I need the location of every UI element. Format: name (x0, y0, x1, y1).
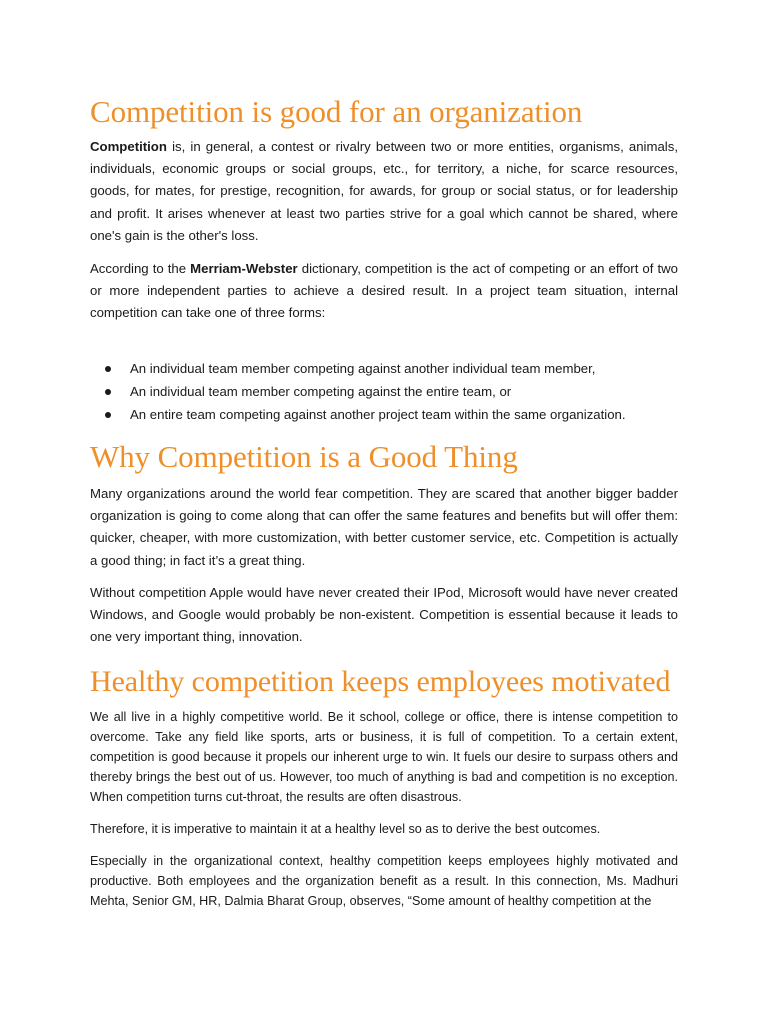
paragraph-organizational-context: Especially in the organizational context, healthy competition keeps employees highly motivated and productive. Both employees and the organization benefit as a result. In this connection, Ms. Madhuri Mehta, Senior GM, HR, Dalmia Bharat Group, observes, “Some amount of healthy competition at the (90, 854, 678, 908)
list-item-text: An entire team competing against another project team within the same organization. (130, 407, 626, 423)
merriam-prefix: According to the (90, 261, 191, 276)
bullet-icon (105, 366, 111, 372)
list-item (90, 380, 678, 403)
paragraph-definition (90, 136, 678, 247)
list-item-text: An individual team member competing against another individual team member, (130, 361, 596, 376)
bullet-icon (105, 389, 111, 395)
list-item (90, 357, 678, 380)
definition-text: is, in general, a contest or rivalry between two or more entities, organisms, animals, individuals, economic groups or social groups, etc., for territory, a niche, for scarce resources, goods, for mates, for prestige, recognition, for awards, for group or social status, or for leadership and profit. It arises whenever at least two parties strive for a goal which cannot be shared, where one's gain is the other's loss. (90, 139, 678, 243)
heading-why-competition: Why Competition is a Good Thing (90, 439, 518, 474)
paragraph-merriam-webster (90, 258, 678, 325)
competition-forms-list (90, 357, 678, 427)
merriam-text: dictionary, competition is the act of competing or an effort of two or more independent parties to achieve a desired result. In a project team situation, internal competition can take one of three forms: (90, 261, 679, 321)
heading-competition-good: Competition is good for an organization (90, 94, 583, 129)
term-competition: Competition (90, 139, 167, 154)
paragraph-healthy-level: Therefore, it is imperative to maintain it at a healthy level so as to derive the best outcomes. (90, 822, 601, 836)
list-item (90, 403, 678, 426)
paragraph-fear-competition: Many organizations around the world fear competition. They are scared that another bigger badder organization is going to come along that can offer the same features and benefits but will offer them: quicker, cheaper, with more customization, with better customer service, etc. Competition is actually a good thing; in fact it’s a great thing. (90, 486, 678, 568)
paragraph-competitive-world: We all live in a highly competitive world. Be it school, college or office, there is intense competition to overcome. Take any field like sports, arts or business, it is full of competition. To a certain extent, competition is good because it propels our inherent urge to win. It fuels our desire to surpass others and thereby brings the best out of us. However, too much of anything is bad and competition is no exception. When competition turns cut-throat, the results are often disastrous. (90, 710, 678, 804)
term-merriam-webster: Merriam-Webster (190, 261, 298, 276)
bullet-icon (105, 412, 111, 418)
heading-healthy-competition: Healthy competition keeps employees motivated (90, 665, 671, 698)
list-item-text: An individual team member competing against the entire team, or (130, 384, 512, 400)
paragraph-innovation: Without competition Apple would have never created their IPod, Microsoft would have never created Windows, and Google would probably be non-existent. Competition is essential because it leads to one very important thing, innovation. (90, 585, 678, 645)
